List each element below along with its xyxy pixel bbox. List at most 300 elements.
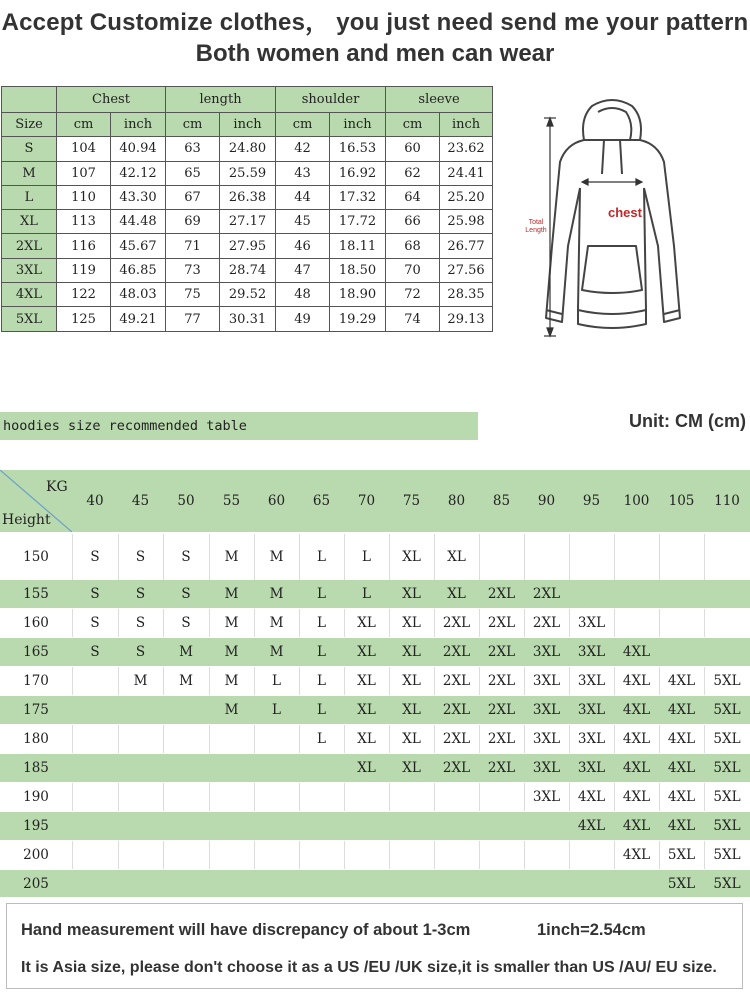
recommended-size-cell: XL [402,549,421,565]
recommended-size-cell: 3XL [577,731,606,747]
recommended-size-cell [434,812,479,840]
recommended-size-cell: XL [357,760,376,776]
recommended-size-cell [163,783,209,811]
recommended-size-cell [118,754,163,782]
recommended-size-cell: 2XL [487,760,516,776]
recommended-size-cell: L [317,673,326,689]
recommended-size-cell: 5XL [713,731,741,747]
unit-cm: cm [386,113,440,137]
recommended-size-cell: 4XL [667,673,696,689]
recommended-size-cell: XL [402,760,421,776]
size-row [2,234,493,258]
measurement-cell: 29.52 [220,283,276,307]
recommended-size-cell [254,783,299,811]
recommended-size-cell: XL [357,702,376,718]
recommended-size-cell [614,534,659,580]
measurement-cell: 63 [166,137,220,161]
recommended-size-cell: XL [402,586,421,602]
measurement-cell: 43 [276,161,330,185]
recommended-size-cell: XL [357,673,376,689]
size-label-cell: 4XL [2,283,57,307]
measurement-cell: 74 [386,307,440,331]
measurement-cell: 107 [57,161,111,185]
recommended-size-cell: 2XL [487,644,516,660]
height-value-cell: 205 [23,875,49,892]
recommended-size-cell [389,812,434,840]
recommended-size-cell [163,725,209,753]
weight-header-cell: 110 [714,493,740,509]
size-row [2,137,493,161]
recommended-size-cell [479,534,524,580]
size-row [2,185,493,209]
recommended-size-cell: M [224,615,239,631]
measurement-cell: 25.98 [440,210,493,234]
measurement-cell: 26.38 [220,185,276,209]
recommended-size-cell: S [135,615,146,631]
recommended-size-cell [72,870,118,897]
height-row [0,580,750,608]
recommended-size-cell [659,534,704,580]
measurement-cell: 30.31 [220,307,276,331]
recommended-size-cell: L [317,644,326,660]
height-value-cell: 170 [23,673,49,689]
recommended-size-cell: XL [357,731,376,747]
measurement-cell: 44.48 [111,210,166,234]
recommended-size-cell: 2XL [487,673,516,689]
recommended-size-cell: L [317,586,326,602]
height-value-cell: 175 [23,702,49,718]
recommended-size-cell [479,841,524,869]
size-row [2,210,493,234]
recommended-size-cell [72,841,118,869]
height-row [0,696,750,724]
recommended-size-cell [209,783,254,811]
recommended-size-cell [344,870,389,897]
recommended-size-cell [209,725,254,753]
measurement-cell: 28.74 [220,258,276,282]
weight-header-cell: 70 [357,493,376,509]
recommended-size-cell: 4XL [622,847,651,863]
recommended-size-cell: 3XL [577,673,606,689]
recommended-size-cell [163,870,209,897]
recommended-size-cell: M [179,673,193,689]
notice-discrepancy: Hand measurement will have discrepancy of about 1-3cm [21,921,471,939]
size-row [2,283,493,307]
measurement-cell: 24.80 [220,137,276,161]
size-column-header: Size [2,113,57,137]
recommended-size-cell: M [224,644,239,660]
recommended-size-cell [72,667,118,695]
weight-header-cell: 95 [582,493,601,509]
measurement-cell: 25.59 [220,161,276,185]
measurement-cell: 27.95 [220,234,276,258]
recommended-size-cell [704,638,750,666]
recommended-size-cell [524,534,569,580]
weight-header-cell: 80 [447,493,466,509]
recommended-size-cell [569,534,614,580]
recommended-size-cell [479,812,524,840]
recommended-size-cell [299,754,344,782]
recommended-size-cell: 4XL [622,818,651,834]
recommended-size-cell [389,783,434,811]
recommended-size-cell [704,580,750,608]
size-chart-table [1,86,493,332]
recommended-size-cell: 3XL [577,644,606,660]
recommended-size-cell: 5XL [713,702,741,718]
recommended-size-cell [434,841,479,869]
measurement-cell: 110 [57,185,111,209]
unit-cm: cm [276,113,330,137]
recommended-size-cell: 4XL [577,818,606,834]
recommended-size-cell [389,841,434,869]
recommended-size-cell: 4XL [577,789,606,805]
recommended-size-cell: 2XL [532,615,561,631]
size-chart-corner [2,87,57,113]
recommended-size-cell [299,841,344,869]
height-value-cell: 190 [23,789,49,805]
recommended-size-cell: XL [447,549,466,565]
recommended-size-cell: L [317,702,326,718]
recommended-size-cell: 2XL [487,731,516,747]
recommended-size-cell: S [181,615,191,631]
size-row [2,161,493,185]
recommended-size-cell [569,580,614,608]
measurement-cell: 18.90 [330,283,386,307]
measurement-cell: 24.41 [440,161,493,185]
recommended-size-cell: S [181,586,191,602]
measurement-cell: 17.72 [330,210,386,234]
recommended-size-cell: M [133,673,148,689]
measurement-cell: 64 [386,185,440,209]
height-value-cell: 200 [23,847,49,863]
recommended-size-cell [299,870,344,897]
height-row [0,812,750,840]
recommended-size-cell [72,783,118,811]
height-row [0,783,750,811]
recommended-size-cell: 2XL [442,673,471,689]
measurement-cell: 48 [276,283,330,307]
recommended-size-cell [524,812,569,840]
recommended-size-cell: 5XL [713,818,741,834]
measurement-cell: 116 [57,234,111,258]
recommended-size-cell: S [90,549,100,565]
size-label-cell: M [2,161,57,185]
recommended-size-cell: M [179,644,193,660]
recommended-size-cell: S [181,549,191,565]
recommended-size-cell [479,783,524,811]
recommended-size-cell: 4XL [667,731,696,747]
group-shoulder: shoulder [276,87,386,113]
recommended-size-cell [118,812,163,840]
headline-unisex: Both women and men can wear [195,40,555,67]
recommended-size-cell: 3XL [532,789,561,805]
recommended-size-cell: 3XL [532,760,561,776]
recommended-size-cell: XL [402,731,421,747]
chest-label: chest [608,205,642,220]
weight-header-cell: 65 [312,493,331,509]
recommended-size-cell: 4XL [622,760,651,776]
recommended-size-cell: M [224,586,239,602]
weight-header-cell: 40 [86,493,104,509]
recommended-size-cell: 2XL [442,615,471,631]
unit-inch: inch [330,113,386,137]
recommended-size-cell [344,841,389,869]
measurement-cell: 27.56 [440,258,493,282]
recommended-size-cell [209,754,254,782]
measurement-cell: 48.03 [111,283,166,307]
recommended-size-cell [254,812,299,840]
weight-header-cell: 60 [267,493,286,509]
measurement-cell: 45 [276,210,330,234]
recommended-size-cell [569,841,614,869]
recommended-size-cell [163,754,209,782]
unit-inch: inch [220,113,276,137]
measurement-cell: 46 [276,234,330,258]
unit-cm: cm [166,113,220,137]
measurement-cell: 71 [166,234,220,258]
group-sleeve: sleeve [386,87,493,113]
measurement-cell: 104 [57,137,111,161]
measurement-cell: 23.62 [440,137,493,161]
size-label-cell: S [2,137,57,161]
measurement-cell: 40.94 [111,137,166,161]
recommended-size-cell: 4XL [622,731,651,747]
recommended-size-cell: XL [357,644,376,660]
recommended-size-cell: 3XL [577,760,606,776]
height-value-cell: 180 [23,731,49,747]
measurement-cell: 16.53 [330,137,386,161]
measurement-cell: 122 [57,283,111,307]
recommended-size-cell: 3XL [532,673,561,689]
recommended-size-cell [254,725,299,753]
recommended-size-cell: 5XL [713,760,741,776]
size-row [2,258,493,282]
size-label-cell: 2XL [2,234,57,258]
weight-header-cell: 75 [402,493,421,509]
measurement-cell: 45.67 [111,234,166,258]
unit-inch: inch [440,113,493,137]
recommended-size-cell: L [272,702,281,718]
size-label-cell: 3XL [2,258,57,282]
height-row [0,609,750,637]
size-chart-group-row [2,87,493,113]
measurement-cell: 18.11 [330,234,386,258]
recommended-size-cell [614,870,659,897]
recommended-size-cell [659,638,704,666]
recommended-size-cell: 3XL [577,615,606,631]
recommended-size-cell: 3XL [532,702,561,718]
recommended-size-cell: 3XL [577,702,606,718]
recommended-size-cell: S [90,644,100,660]
height-value-cell: 155 [23,586,49,602]
measurement-cell: 17.32 [330,185,386,209]
recommended-size-cell: L [362,586,371,602]
height-row [0,534,750,580]
recommended-size-cell [118,870,163,897]
measurement-cell: 49 [276,307,330,331]
recommended-size-cell: 2XL [487,702,516,718]
recommended-size-cell: XL [402,702,421,718]
measurement-cell: 67 [166,185,220,209]
measurement-cell: 28.35 [440,283,493,307]
measurement-cell: 18.50 [330,258,386,282]
recommended-size-cell: 2XL [487,586,516,602]
weight-header-cell: 105 [668,493,695,509]
recommended-size-cell [434,870,479,897]
weight-header-cell: 90 [537,493,556,509]
notice-inch-conversion: 1inch=2.54cm [537,921,646,939]
measurement-cell: 113 [57,210,111,234]
recommended-size-cell: M [224,673,239,689]
size-chart-unit-row [2,113,493,137]
recommended-size-cell [704,534,750,580]
recommended-size-cell: 4XL [622,789,651,805]
measurement-cell: 42 [276,137,330,161]
group-length: length [166,87,276,113]
recommended-size-cell [569,870,614,897]
measurement-cell: 75 [166,283,220,307]
recommended-size-cell: S [135,549,146,565]
recommended-size-cell: 2XL [442,702,471,718]
notice-asia-size: It is Asia size, please don't choose it as a US /EU /UK size,it is smaller than US /AU/ EU size. [21,959,717,976]
recommended-size-cell [524,841,569,869]
weight-header-cell: 50 [177,493,195,509]
recommended-size-cell: S [135,586,146,602]
group-chest: Chest [57,87,166,113]
measurement-cell: 26.77 [440,234,493,258]
recommended-size-cell: XL [357,615,376,631]
height-label: Height [2,512,51,528]
weight-header-cell: 45 [131,493,150,509]
recommended-size-cell [118,841,163,869]
measurement-cell: 19.29 [330,307,386,331]
recommended-size-cell: M [269,615,284,631]
height-row [0,667,750,695]
recommended-size-cell: L [317,731,326,747]
recommended-size-cell [72,754,118,782]
recommended-size-cell: XL [447,586,466,602]
measurement-cell: 27.17 [220,210,276,234]
recommended-size-cell: 4XL [667,702,696,718]
recommended-size-cell: 5XL [667,875,696,892]
unit-label: Unit: CM (cm) [629,411,746,431]
recommended-size-cell: 5XL [713,789,741,805]
recommended-size-cell [434,783,479,811]
recommended-size-cell [704,609,750,637]
recommended-size-cell [118,725,163,753]
recommended-size-cell: 2XL [442,644,471,660]
size-label-cell: 5XL [2,307,57,331]
recommended-size-cell: XL [402,644,421,660]
weight-header-cell: 100 [623,493,650,509]
measurement-cell: 46.85 [111,258,166,282]
measurement-cell: 68 [386,234,440,258]
recommended-size-cell: L [317,615,326,631]
recommended-size-cell [614,609,659,637]
recommended-size-cell [72,696,118,724]
recommended-size-cell [659,580,704,608]
measurement-cell: 44 [276,185,330,209]
height-value-cell: 165 [23,644,49,660]
recommended-size-cell: XL [402,673,421,689]
recommended-size-cell [209,812,254,840]
measurement-cell: 29.13 [440,307,493,331]
measurement-cell: 70 [386,258,440,282]
measurement-cell: 66 [386,210,440,234]
measurement-cell: 62 [386,161,440,185]
recommended-size-cell [118,783,163,811]
recommended-size-cell: L [317,549,326,565]
recommended-size-cell: 4XL [622,702,651,718]
weight-header-row [0,470,750,532]
recommended-size-cell [614,580,659,608]
recommended-size-cell [72,725,118,753]
recommended-size-cell: 4XL [622,673,651,689]
recommended-size-cell: M [224,702,239,718]
measurement-cell: 73 [166,258,220,282]
recommended-size-cell [163,696,209,724]
recommended-size-cell [209,841,254,869]
recommended-size-cell: 4XL [667,789,696,805]
recommended-size-cell: 3XL [532,731,561,747]
measurement-cell: 77 [166,307,220,331]
recommended-size-cell [344,783,389,811]
recommended-size-cell [163,812,209,840]
recommended-size-cell: L [272,673,281,689]
recommended-size-cell [209,870,254,897]
measurement-cell: 125 [57,307,111,331]
size-label-cell: L [2,185,57,209]
recommended-size-cell: M [269,586,284,602]
recommended-size-cell [479,870,524,897]
recommended-size-cell: 2XL [442,731,471,747]
notice-box [6,903,743,989]
recommended-size-cell: M [269,644,284,660]
height-value-cell: 150 [23,549,49,565]
recommended-size-cell [524,870,569,897]
recommended-size-cell: 2XL [487,615,516,631]
recommended-size-cell: 4XL [622,644,651,660]
recommended-size-cell [254,870,299,897]
recommended-size-cell: S [90,586,100,602]
recommend-table-title: hoodies size recommended table [0,412,478,440]
recommended-size-cell [118,696,163,724]
height-value-cell: 195 [23,818,49,834]
recommended-size-cell [254,841,299,869]
recommended-size-cell: L [362,549,371,565]
recommended-size-cell: M [269,549,284,565]
recommended-size-cell [254,754,299,782]
recommended-size-cell: M [224,549,239,565]
headline-customize: Accept Customize clothes， you just need send me your pattern [1,9,749,36]
measurement-cell: 42.12 [111,161,166,185]
measurement-cell: 60 [386,137,440,161]
recommended-size-cell: XL [402,615,421,631]
recommended-size-cell: 5XL [713,847,741,863]
total-length-label: Total Length [525,219,547,234]
recommended-size-cell: 2XL [442,760,471,776]
recommended-size-cell [72,812,118,840]
measurement-cell: 49.21 [111,307,166,331]
recommended-size-cell: 4XL [667,818,696,834]
measurement-cell: 43.30 [111,185,166,209]
measurement-cell: 119 [57,258,111,282]
height-value-cell: 185 [23,760,49,776]
recommended-size-cell [163,841,209,869]
height-row [0,754,750,782]
size-label-cell: XL [2,210,57,234]
unit-cm: cm [57,113,111,137]
